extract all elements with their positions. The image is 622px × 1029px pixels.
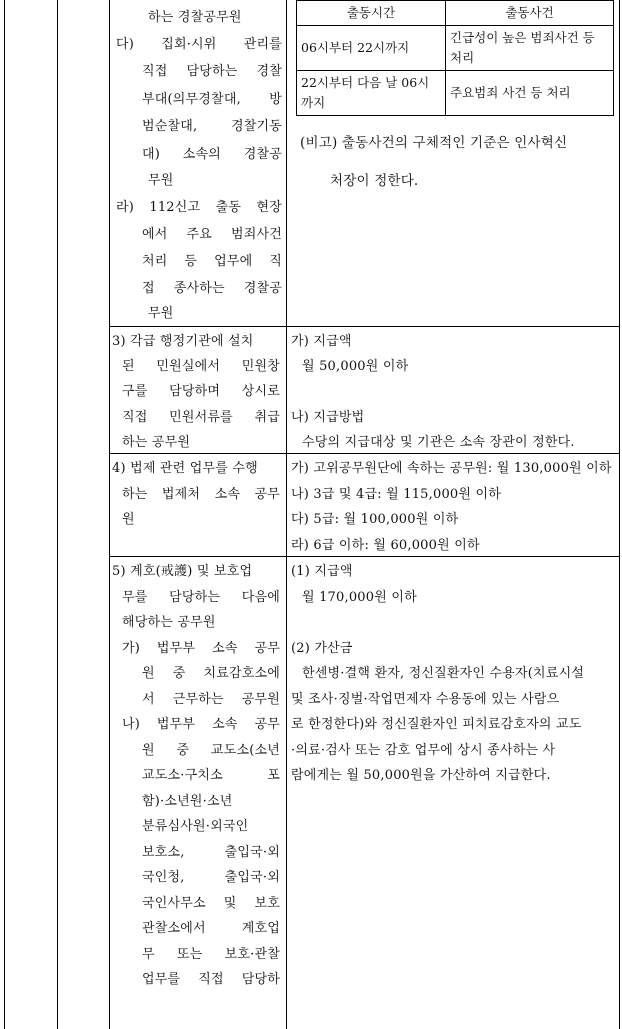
text-line: 무원 bbox=[148, 306, 174, 321]
column-divider-1 bbox=[57, 0, 58, 1029]
text-line: 원 중 교도소(소년 bbox=[142, 743, 280, 758]
text-line: 람에게는 월 50,000원을 가산하여 지급한다. bbox=[291, 768, 551, 783]
text-line: 부대(의무경찰대, 방 bbox=[142, 92, 282, 107]
text-line: 처리 등 업무에 직 bbox=[142, 254, 282, 269]
text-line: ·의료·검사 또는 감호 업무에 상시 종사하는 사 bbox=[291, 743, 556, 758]
text-line: 무 또는 보호·관찰 bbox=[142, 947, 280, 962]
text-line: 무를 담당하는 다음에 bbox=[122, 590, 280, 605]
text-line: 국인사무소 및 보호 bbox=[142, 896, 280, 911]
text-line: 원 중 치료감호소에 bbox=[142, 666, 280, 681]
table-cell: 긴급성이 높은 범죄사건 등 처리 bbox=[446, 26, 614, 71]
column-divider-3 bbox=[286, 0, 287, 1029]
text-line: 직접 민원서류를 취급 bbox=[122, 410, 280, 425]
text-line: 3) 각급 행정기관에 설치 bbox=[112, 334, 254, 349]
text-line: 월 50,000원 이하 bbox=[302, 359, 409, 374]
text-line: 라) 112신고 출동 현장 bbox=[116, 200, 282, 215]
dispatch-time-table bbox=[296, 0, 614, 116]
text-line: 교도소·구치소 포 bbox=[142, 768, 280, 783]
text-line: 국인청, 출입국·외 bbox=[142, 870, 280, 885]
text-line: 다) 집회·시위 관리를 bbox=[116, 37, 282, 52]
table-border-left bbox=[4, 0, 5, 1029]
table-border-right bbox=[619, 0, 620, 1029]
table-cell: 06시부터 22시까지 bbox=[297, 26, 446, 71]
text-line: 가) 고위공무원단에 속하는 공무원: 월 130,000원 이하 bbox=[291, 461, 612, 476]
text-line: 하는 공무원 bbox=[122, 435, 191, 450]
text-line: 4) 법제 관련 업무를 수행 bbox=[112, 461, 258, 476]
text-line: 가) 지급액 bbox=[291, 334, 352, 349]
text-line: 구를 담당하며 상시로 bbox=[122, 384, 280, 399]
column-divider-2 bbox=[109, 0, 110, 1029]
text-line: 월 170,000원 이하 bbox=[302, 590, 417, 605]
text-line: 원 bbox=[122, 512, 135, 527]
text-line: 해당하는 공무원 bbox=[122, 615, 216, 630]
text-line: 하는 법제처 소속 공무 bbox=[122, 487, 280, 502]
row-divider-4 bbox=[109, 453, 619, 454]
text-line: 5) 계호(戒護) 및 보호업 bbox=[112, 564, 253, 579]
row-divider-3 bbox=[109, 326, 619, 327]
text-line: 로 한정한다)와 정신질환자인 피치료감호자의 교도 bbox=[291, 717, 582, 732]
text-line: 분류심사원·외국인 bbox=[142, 819, 249, 834]
text-line: (2) 가산금 bbox=[291, 641, 353, 656]
text-line: 가) 법무부 소속 공무 bbox=[122, 641, 280, 656]
text-line: 나) 법무부 소속 공무 bbox=[122, 717, 280, 732]
text-line: 직접 담당하는 경찰 bbox=[142, 64, 282, 79]
text-line: 라) 6급 이하: 월 60,000원 이하 bbox=[291, 538, 480, 553]
table-cell: 주요범죄 사건 등 처리 bbox=[446, 71, 614, 116]
text-line: 함)·소년원·소년 bbox=[142, 794, 233, 809]
text-line: 나) 지급방법 bbox=[291, 410, 365, 425]
table-header-dispatch-time: 출동시간 bbox=[297, 1, 446, 26]
row-divider-5 bbox=[109, 556, 619, 557]
text-line: 대) 소속의 경찰공 bbox=[142, 147, 282, 162]
text-line: 수당의 지급대상 및 기관은 소속 장관이 정한다. bbox=[302, 435, 575, 450]
text-line: 접 종사하는 경찰공 bbox=[142, 281, 282, 296]
text-line: 나) 3급 및 4급: 월 115,000원 이하 bbox=[291, 487, 502, 502]
text-line: 에서 주요 범죄사건 bbox=[142, 227, 282, 242]
note-text: 처장이 정한다. bbox=[330, 173, 419, 189]
table-cell: 22시부터 다음 날 06시까지 bbox=[297, 71, 446, 116]
note-text: (비고) 출동사건의 구체적인 기준은 인사혁신 bbox=[300, 135, 568, 151]
text-line: 다) 5급: 월 100,000원 이하 bbox=[291, 512, 459, 527]
text-line: 업무를 직접 담당하 bbox=[142, 972, 280, 987]
text-line: 관찰소에서 계호업 bbox=[142, 921, 280, 936]
table-header-dispatch-case: 출동사건 bbox=[446, 1, 614, 26]
text-line: 및 조사·징벌·작업면제자 수용동에 있는 사람으 bbox=[291, 692, 560, 707]
text-line: 무원 bbox=[148, 173, 174, 188]
text-line: 범순찰대, 경찰기동 bbox=[142, 119, 282, 134]
text-line: 한센병·결핵 환자, 정신질환자인 수용자(치료시설 bbox=[302, 666, 585, 681]
text-line: 된 민원실에서 민원창 bbox=[122, 359, 280, 374]
text-line: 서 근무하는 공무원 bbox=[142, 692, 280, 707]
text-line: (1) 지급액 bbox=[291, 564, 353, 579]
text-line: 보호소, 출입국·외 bbox=[142, 845, 280, 860]
text-line: 하는 경찰공무원 bbox=[148, 10, 242, 25]
